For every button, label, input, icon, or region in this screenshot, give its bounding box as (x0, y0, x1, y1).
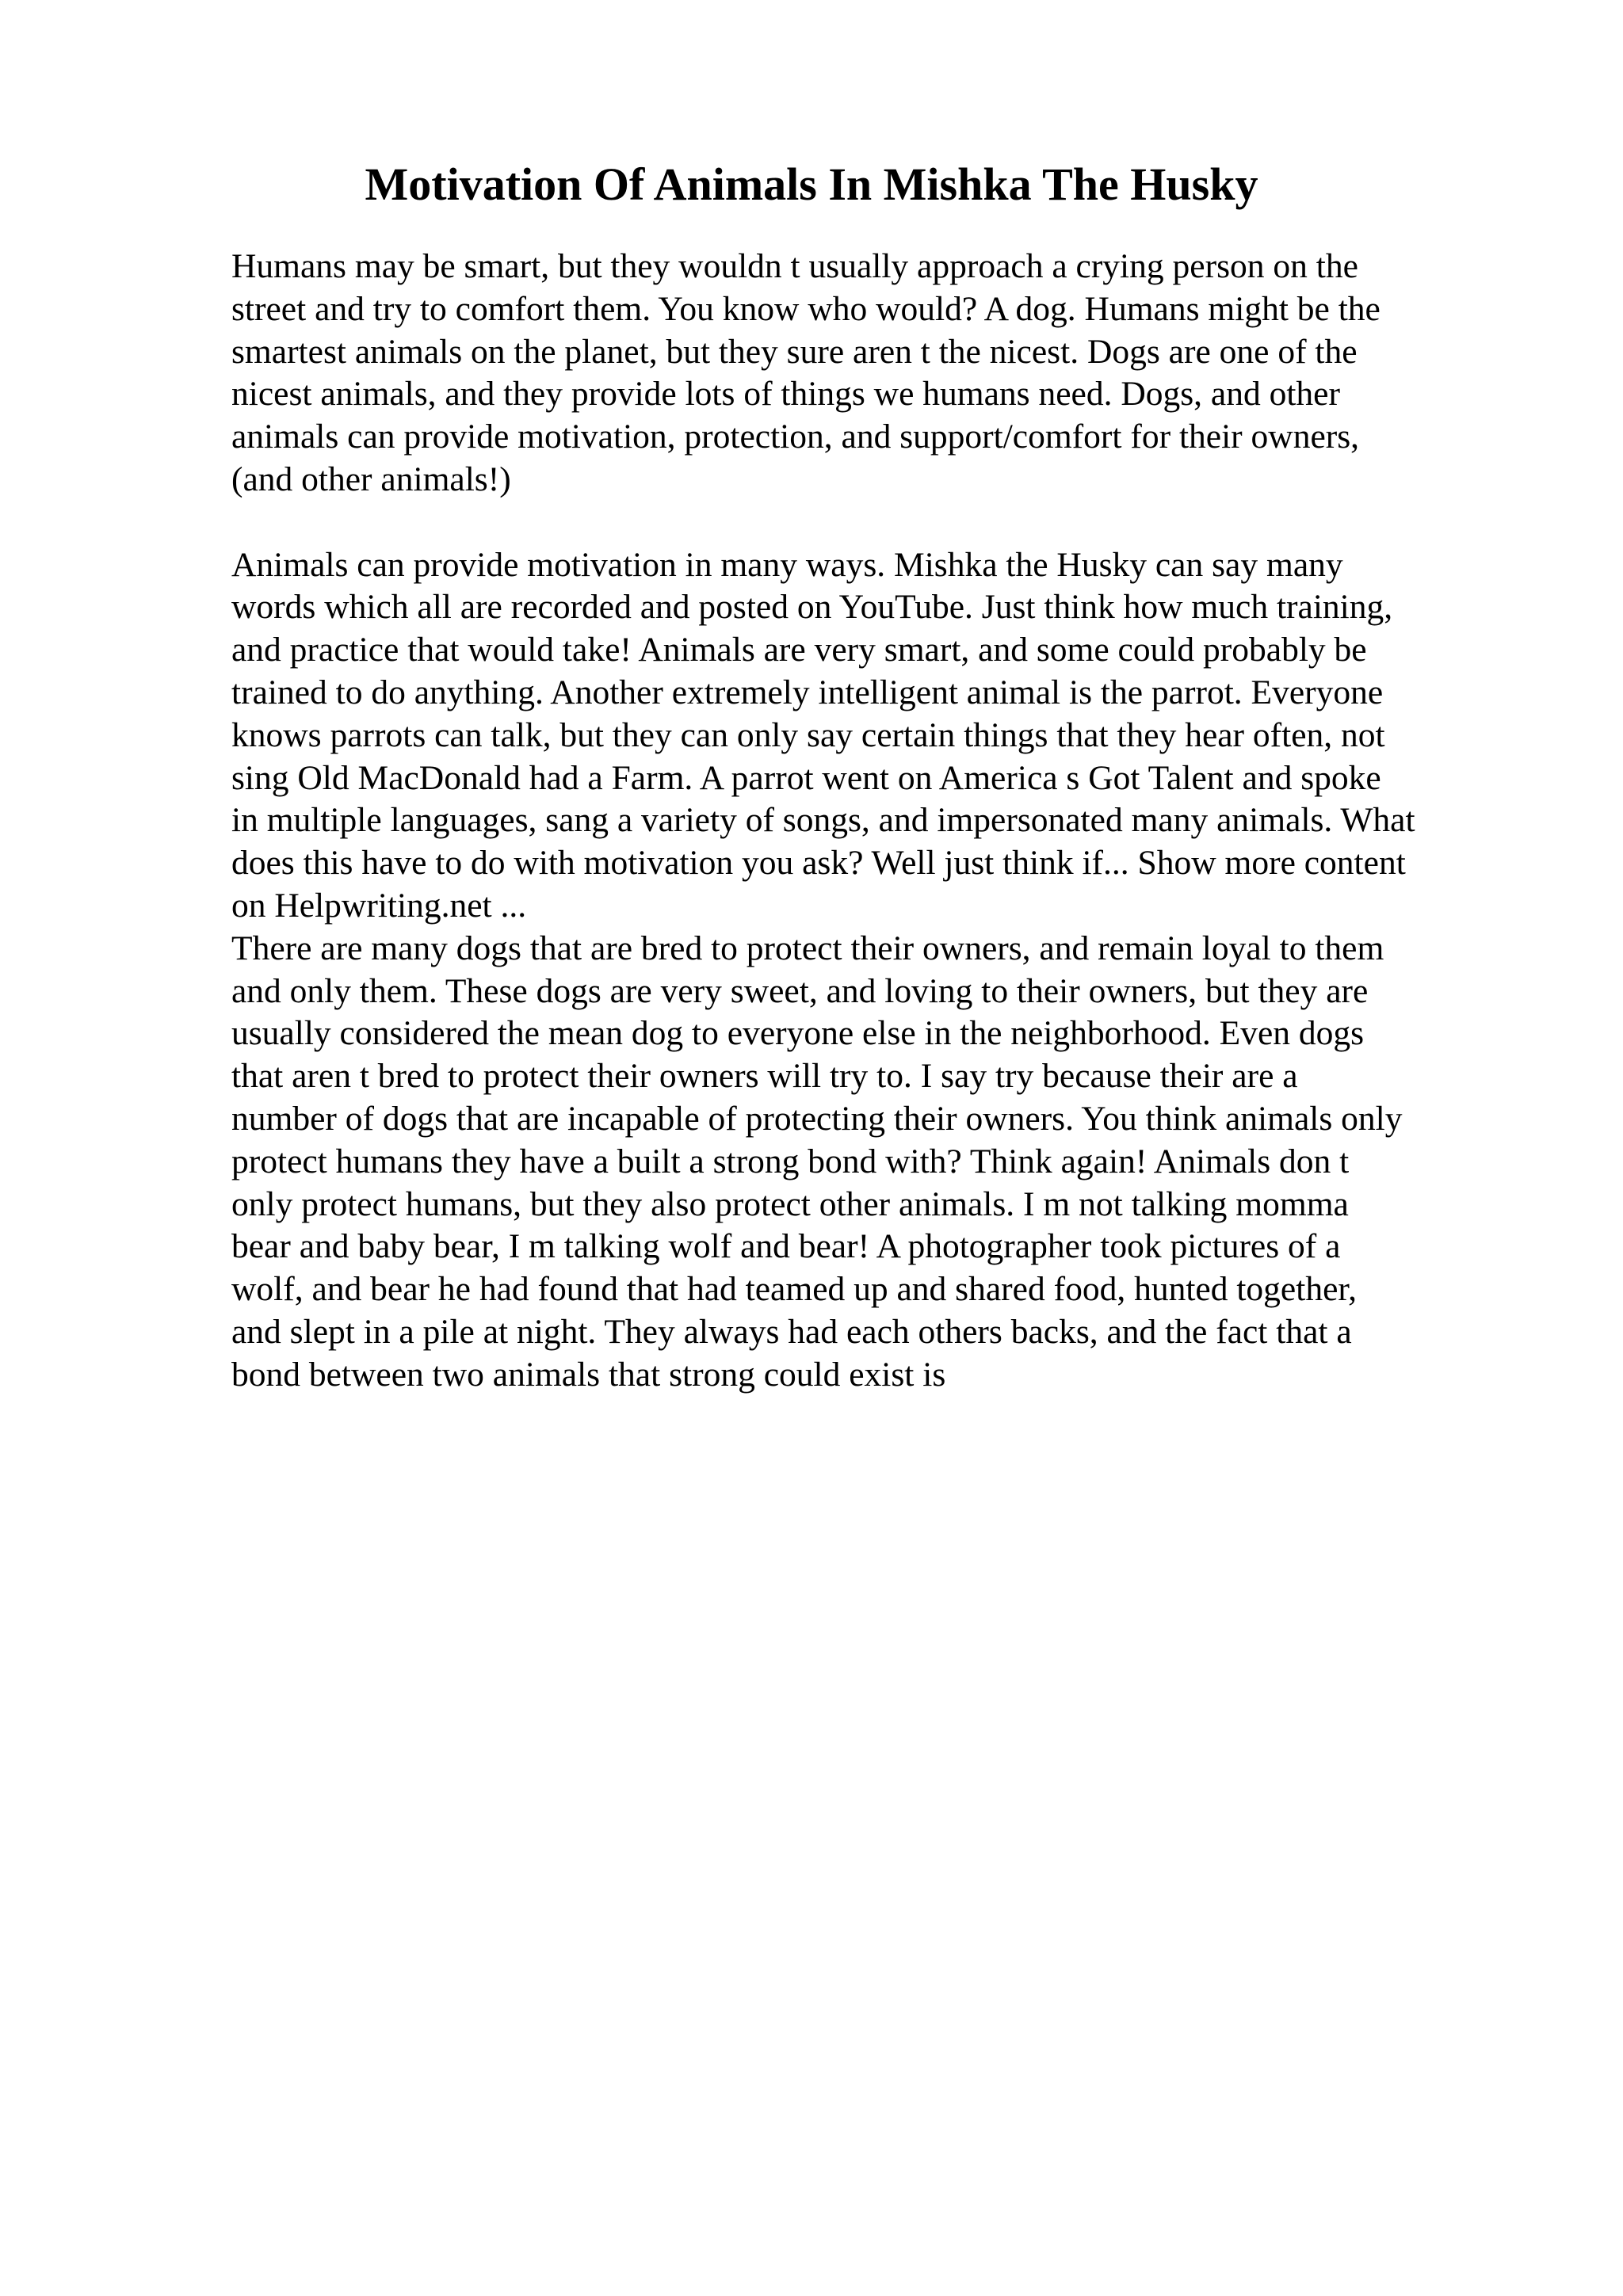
paragraph-1 (231, 246, 1531, 502)
text-line: usually considered the mean dog to everyone else in the neighborhood. Even dogs (231, 1014, 1365, 1053)
text-line: street and try to comfort them. You know who would? A dog. Humans might be the (231, 289, 1381, 328)
text-line: There are many dogs that are bred to protect their owners, and remain loyal to them (231, 929, 1384, 967)
text-line: only protect humans, but they also protect other animals. I m not talking momma (231, 1184, 1349, 1223)
text-line: and practice that would take! Animals are very smart, and some could probably be (231, 631, 1367, 669)
text-line: does this have to do with motivation you ask? Well just think if... Show more content (231, 844, 1406, 883)
document-body (231, 246, 1531, 1397)
text-line: and slept in a pile at night. They always had each others backs, and the fact that a (231, 1312, 1352, 1351)
paragraph-spacer (231, 502, 1531, 544)
text-line: smartest animals on the planet, but they sure aren t the nicest. Dogs are one of the (231, 332, 1358, 371)
text-line: words which all are recorded and posted on YouTube. Just think how much training, (231, 588, 1393, 627)
text-line: animals can provide motivation, protection, and support/comfort for their owners, (231, 418, 1360, 456)
text-line: wolf, and bear he had found that had teamed up and shared food, hunted together, (231, 1270, 1357, 1309)
text-line: Animals can provide motivation in many ways. Mishka the Husky can say many (231, 545, 1343, 584)
text-line: bear and baby bear, I m talking wolf and bear! A photographer took pictures of a (231, 1227, 1341, 1266)
text-line: knows parrots can talk, but they can only say certain things that they hear often, not (231, 715, 1385, 754)
text-line: that aren t bred to protect their owners will try to. I say try because their are a (231, 1057, 1298, 1096)
text-line: Humans may be smart, but they wouldn t usually approach a crying person on the (231, 247, 1358, 285)
text-line: nicest animals, and they provide lots of things we humans need. Dogs, and other (231, 375, 1340, 414)
text-line: and only them. These dogs are very sweet, and loving to their owners, but they are (231, 971, 1369, 1010)
text-line: trained to do anything. Another extremely intelligent animal is the parrot. Everyone (231, 673, 1384, 711)
paragraph-3 (231, 928, 1531, 1397)
text-line: bond between two animals that strong could exist is (231, 1355, 946, 1394)
document-title: Motivation Of Animals In Mishka The Husky (365, 158, 1258, 210)
text-line: number of dogs that are incapable of protecting their owners. You think animals only (231, 1099, 1403, 1138)
text-line: in multiple languages, sang a variety of songs, and impersonated many animals. What (231, 801, 1415, 840)
text-line: on Helpwriting.net ... (231, 886, 527, 925)
text-line: sing Old MacDonald had a Farm. A parrot went on America s Got Talent and spoke (231, 758, 1381, 797)
text-line: (and other animals!) (231, 460, 511, 498)
text-line: protect humans they have a built a strong bond with? Think again! Animals don t (231, 1142, 1350, 1180)
paragraph-2 (231, 544, 1531, 928)
